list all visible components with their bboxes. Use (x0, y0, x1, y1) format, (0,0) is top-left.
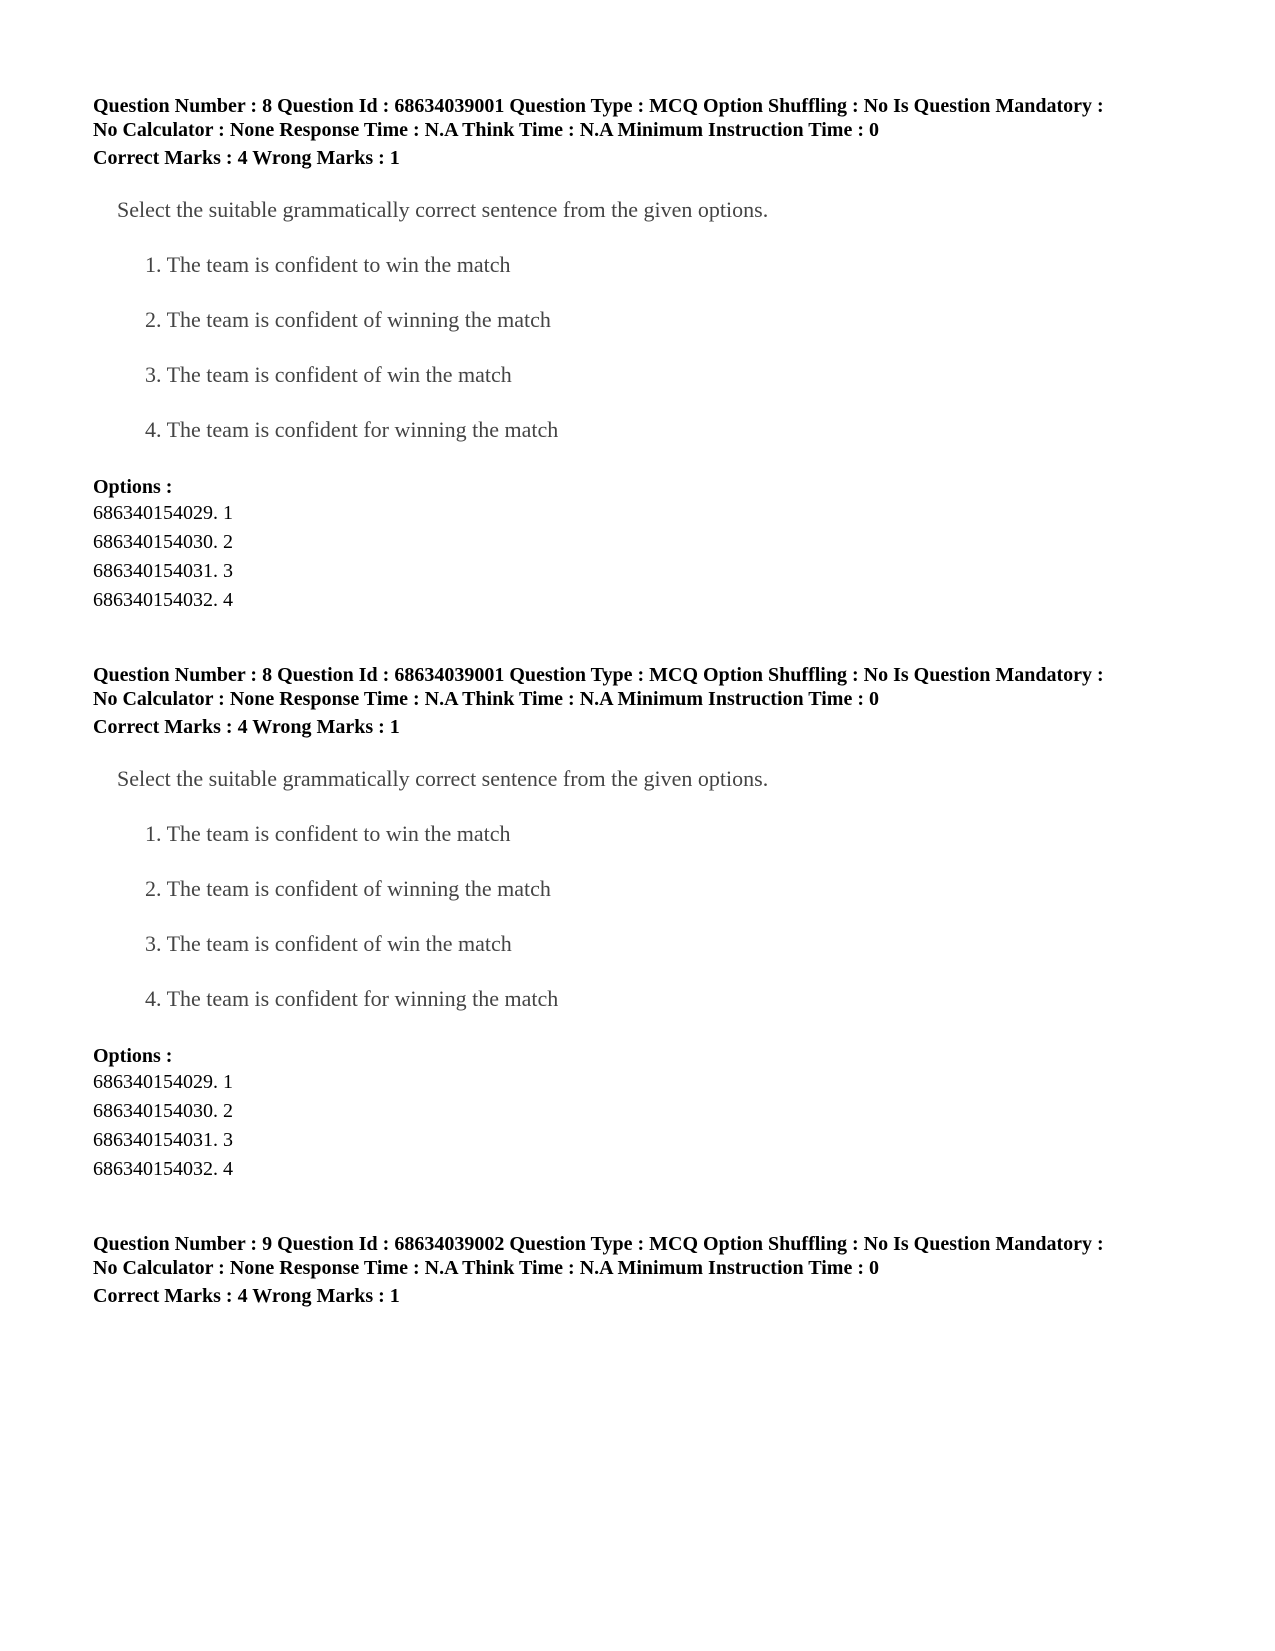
option-id-3: 686340154031. 3 (93, 560, 233, 582)
option-id-2: 686340154030. 2 (93, 531, 233, 553)
question-meta-line-1: Question Number : 9 Question Id : 68634039002 Question Type : MCQ Option Shuffling : No Is Question Mandatory : (93, 1233, 1104, 1255)
option-id-1: 686340154029. 1 (93, 502, 233, 524)
option-id-4: 686340154032. 4 (93, 589, 233, 611)
question-meta-line-2: No Calculator : None Response Time : N.A Think Time : N.A Minimum Instruction Time : 0 (93, 119, 879, 141)
question-block (93, 663, 1213, 1184)
question-meta-line-2: No Calculator : None Response Time : N.A Think Time : N.A Minimum Instruction Time : 0 (93, 688, 879, 710)
options-label: Options : (93, 1045, 173, 1067)
question-marks: Correct Marks : 4 Wrong Marks : 1 (93, 147, 400, 169)
question-meta-line-1: Question Number : 8 Question Id : 68634039001 Question Type : MCQ Option Shuffling : No Is Question Mandatory : (93, 95, 1104, 117)
choice-3: 3. The team is confident of win the match (145, 931, 512, 956)
option-id-4: 686340154032. 4 (93, 1158, 233, 1180)
question-marks: Correct Marks : 4 Wrong Marks : 1 (93, 1285, 400, 1307)
question-meta-line-1: Question Number : 8 Question Id : 68634039001 Question Type : MCQ Option Shuffling : No Is Question Mandatory : (93, 664, 1104, 686)
option-id-2: 686340154030. 2 (93, 1100, 233, 1122)
question-marks: Correct Marks : 4 Wrong Marks : 1 (93, 716, 400, 738)
choice-1: 1. The team is confident to win the match (145, 821, 511, 846)
option-id-1: 686340154029. 1 (93, 1071, 233, 1093)
choice-2: 2. The team is confident of winning the match (145, 876, 551, 901)
options-label: Options : (93, 476, 173, 498)
choice-1: 1. The team is confident to win the match (145, 252, 511, 277)
choice-3: 3. The team is confident of win the match (145, 362, 512, 387)
question-text: Select the suitable grammatically correct sentence from the given options. (117, 197, 769, 222)
question-text: Select the suitable grammatically correct sentence from the given options. (117, 766, 769, 791)
question-block (93, 94, 1213, 615)
option-id-3: 686340154031. 3 (93, 1129, 233, 1151)
question-image (117, 196, 1213, 444)
question-meta-line-2: No Calculator : None Response Time : N.A Think Time : N.A Minimum Instruction Time : 0 (93, 1257, 879, 1279)
question-block (93, 1232, 1213, 1308)
choice-4: 4. The team is confident for winning the match (145, 417, 559, 442)
question-image (117, 765, 1213, 1013)
choice-4: 4. The team is confident for winning the match (145, 986, 559, 1011)
choice-2: 2. The team is confident of winning the match (145, 307, 551, 332)
